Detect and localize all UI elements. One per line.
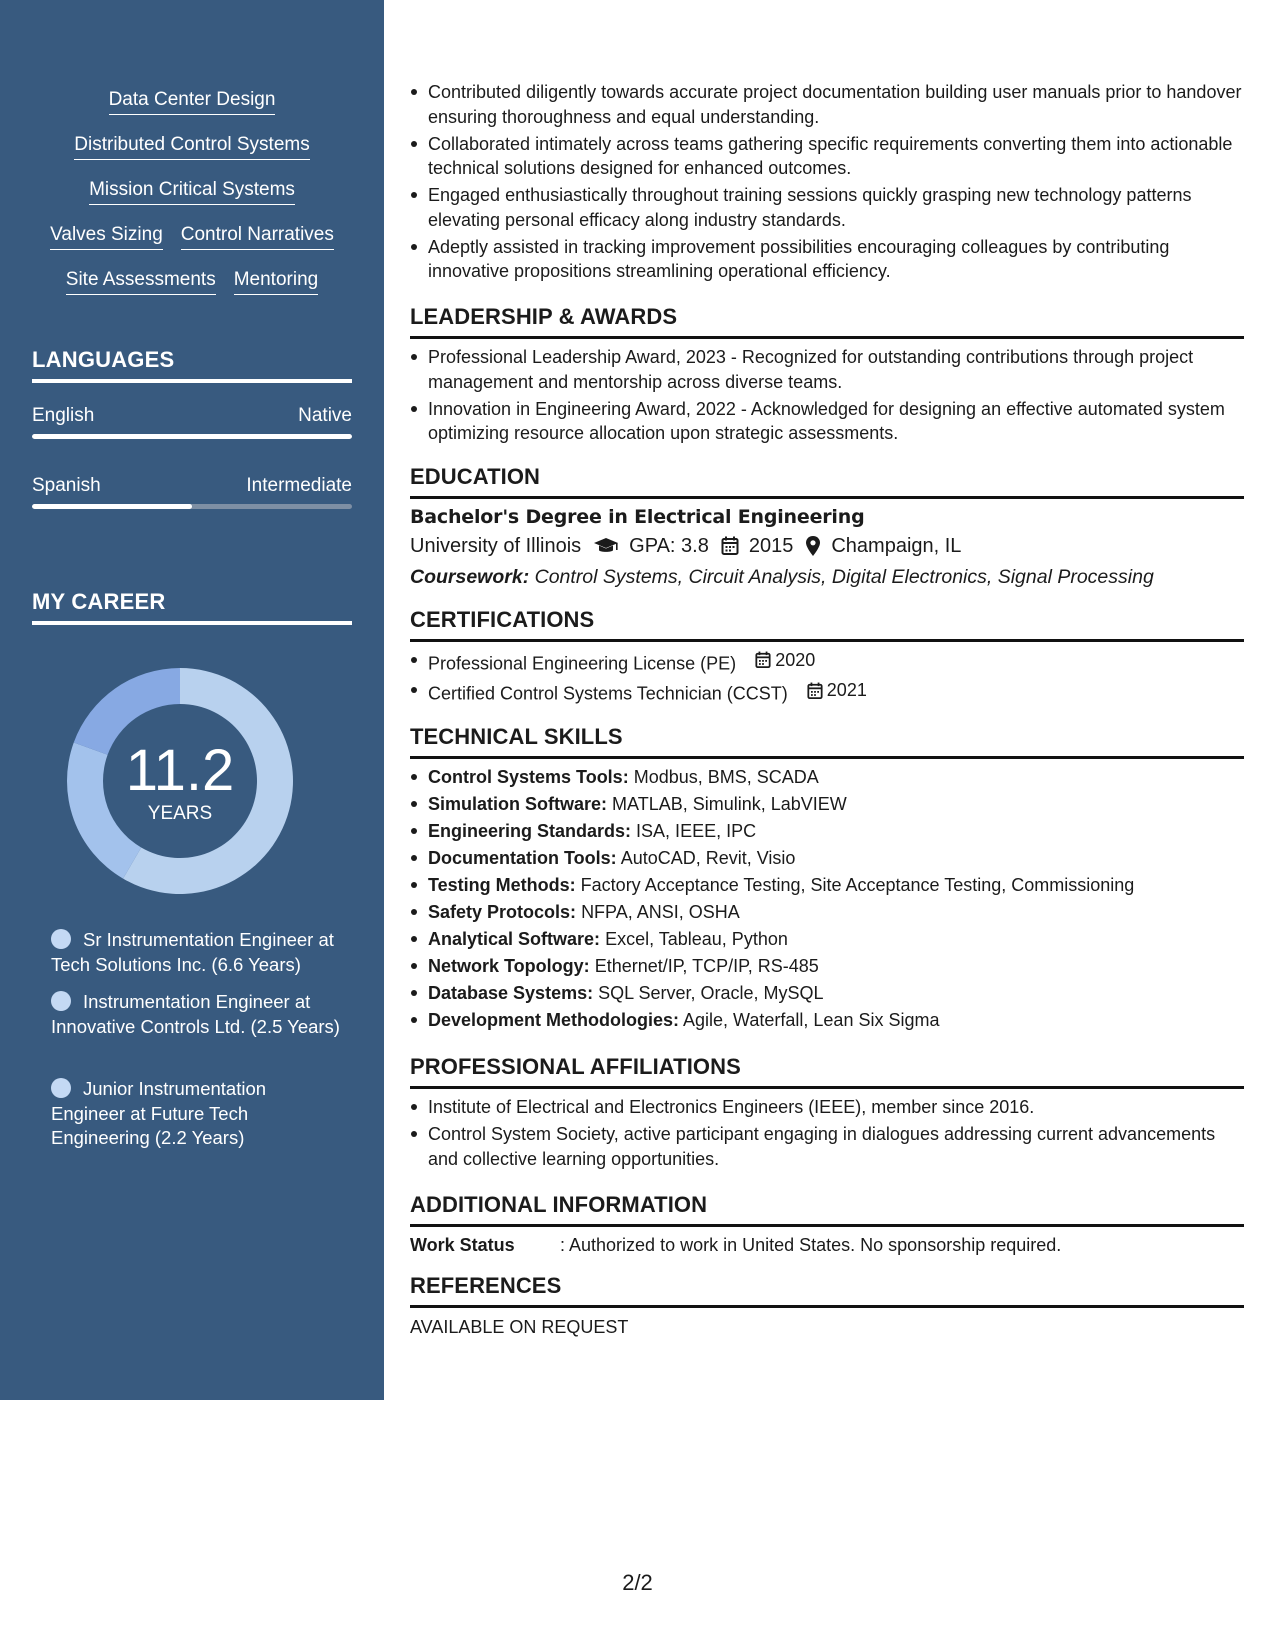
list-item: [410, 846, 1244, 871]
affiliations-list: [410, 1095, 1244, 1174]
skill-value: SQL Server, Oracle, MySQL: [598, 983, 824, 1003]
skill-label: Control Systems Tools:: [428, 767, 629, 787]
language-name: Spanish: [32, 475, 101, 496]
skill-label: Engineering Standards:: [428, 821, 632, 841]
career-heading: MY CAREER: [32, 589, 352, 625]
skill-tag: Data Center Design: [109, 88, 276, 115]
coursework-label: Coursework:: [410, 566, 530, 588]
page-number: 2/2: [622, 1570, 653, 1595]
skill-value: ISA, IEEE, IPC: [636, 821, 757, 841]
career-item: [51, 990, 341, 1039]
list-item: [410, 873, 1244, 898]
technical-skills-heading: TECHNICAL SKILLS: [410, 724, 1244, 759]
list-item: Institute of Electrical and Electronics Engineers (IEEE), member since 2016.: [410, 1095, 1244, 1120]
calendar-icon: [807, 682, 823, 700]
language-proficiency-fill: [32, 434, 352, 439]
language-level: Intermediate: [246, 475, 352, 496]
skill-value: Modbus, BMS, SCADA: [633, 767, 819, 787]
education-degree: Bachelor's Degree in Electrical Engineering: [410, 506, 865, 528]
skill-value: MATLAB, Simulink, LabVIEW: [612, 794, 847, 814]
skill-value: Excel, Tableau, Python: [605, 929, 788, 949]
skill-label: Network Topology:: [428, 956, 590, 976]
skill-row: [0, 223, 384, 250]
coursework-text: Control Systems, Circuit Analysis, Digital Electronics, Signal Processing: [534, 566, 1154, 588]
graduation-cap-icon: [593, 536, 619, 556]
calendar-icon: [721, 536, 739, 556]
additional-info: [410, 1233, 1244, 1257]
affiliations-heading: PROFESSIONAL AFFILIATIONS: [410, 1054, 1244, 1089]
skill-tag: Mission Critical Systems: [89, 178, 295, 205]
info-value: : Authorized to work in United States. No sponsorship required.: [560, 1235, 1062, 1255]
list-item: [410, 954, 1244, 979]
certifications-list: [410, 648, 1244, 709]
list-item: [410, 819, 1244, 844]
certification-year: 2021: [826, 680, 867, 701]
list-item: [410, 981, 1244, 1006]
career-item-text: Instrumentation Engineer at Innovative Controls Ltd. (2.5 Years): [51, 991, 340, 1037]
list-item: Engaged enthusiastically throughout training sessions quickly grasping new technology patterns elevating personal efficacy along industry standards.: [410, 183, 1244, 232]
education-year: 2015: [748, 535, 794, 557]
list-item: [410, 648, 1244, 676]
languages-heading: LANGUAGES: [32, 347, 352, 383]
education-heading: EDUCATION: [410, 464, 1244, 499]
certification-name: Professional Engineering License (PE): [428, 653, 737, 674]
language-name: English: [32, 405, 95, 426]
language-level: Native: [298, 405, 352, 426]
skill-value: Ethernet/IP, TCP/IP, RS-485: [594, 956, 819, 976]
list-item: [410, 678, 1244, 706]
references-heading: REFERENCES: [410, 1273, 1244, 1308]
skill-label: Safety Protocols:: [428, 902, 577, 922]
skill-label: Database Systems:: [428, 983, 594, 1003]
certification-name: Certified Control Systems Technician (CCST): [428, 683, 788, 704]
list-item: Control System Society, active participant engaging in dialogues addressing current advancements and collective learning opportunities.: [410, 1122, 1244, 1171]
career-item: [51, 928, 341, 977]
skill-tag: Mentoring: [234, 268, 319, 295]
references-text: AVAILABLE ON REQUEST: [410, 1317, 629, 1337]
skill-label: Testing Methods:: [428, 875, 576, 895]
language-row: [32, 405, 352, 427]
certification-date: [741, 648, 815, 673]
skill-row: [0, 268, 384, 295]
skill-label: Development Methodologies:: [428, 1010, 680, 1030]
info-key: Work Status: [410, 1235, 515, 1255]
leadership-list: [410, 345, 1244, 448]
career-total-years: 11.2: [125, 738, 235, 803]
info-row: [410, 1233, 1244, 1257]
certifications-heading: CERTIFICATIONS: [410, 607, 1244, 642]
list-item: Innovation in Engineering Award, 2022 - Acknowledged for designing an effective automated system optimizing resource allocation upon strategic assessments.: [410, 397, 1244, 446]
career-dot: [51, 991, 71, 1011]
skill-row: [0, 178, 384, 205]
career-dot: [51, 929, 71, 949]
education-coursework: [410, 562, 1244, 592]
language-proficiency-bar: [32, 434, 352, 439]
list-item: [410, 792, 1244, 817]
sidebar: [0, 0, 384, 1400]
education-details: [410, 530, 1244, 562]
list-item: Professional Leadership Award, 2023 - Recognized for outstanding contributions through project management and mentorship across diverse teams.: [410, 345, 1244, 394]
career-item: [51, 1077, 341, 1151]
language-row: [32, 475, 352, 497]
career-total-unit: YEARS: [147, 803, 213, 824]
career-item-text: Junior Instrumentation Engineer at Future Tech Engineering (2.2 Years): [51, 1078, 267, 1148]
education-school: University of Illinois: [410, 535, 582, 557]
skill-row: [0, 88, 384, 115]
list-item: [410, 765, 1244, 790]
additional-info-heading: ADDITIONAL INFORMATION: [410, 1192, 1244, 1227]
skill-tag: Site Assessments: [66, 268, 216, 295]
list-item: [410, 900, 1244, 925]
skill-row: [0, 133, 384, 160]
education-location: Champaign, IL: [831, 535, 962, 557]
location-pin-icon: [805, 535, 821, 557]
certification-year: 2020: [775, 650, 816, 670]
skill-value: Factory Acceptance Testing, Site Acceptance Testing, Commissioning: [580, 875, 1135, 895]
skill-tag: Valves Sizing: [50, 223, 163, 250]
skill-label: Simulation Software:: [428, 794, 608, 814]
skill-tag: Control Narratives: [181, 223, 334, 250]
language-proficiency-fill: [32, 504, 192, 509]
experience-bullets: [410, 80, 1244, 286]
education-entry: [410, 504, 1244, 592]
list-item: [410, 1008, 1244, 1033]
skill-value: NFPA, ANSI, OSHA: [581, 902, 740, 922]
list-item: Collaborated intimately across teams gathering specific requirements converting them into actionable technical solutions designed for enhanced outcomes.: [410, 132, 1244, 181]
references: [410, 1315, 1244, 1339]
skill-label: Analytical Software:: [428, 929, 601, 949]
list-item: Contributed diligently towards accurate project documentation building user manuals prior to handover ensuring thoroughness and equal understanding.: [410, 80, 1244, 129]
skill-label: Documentation Tools:: [428, 848, 617, 868]
career-item-text: Sr Instrumentation Engineer at Tech Solutions Inc. (6.6 Years): [51, 929, 334, 975]
language-proficiency-bar: [32, 504, 352, 509]
calendar-icon: [755, 651, 771, 669]
list-item: Adeptly assisted in tracking improvement possibilities encouraging colleagues by contributing innovative propositions streamlining operational efficiency.: [410, 235, 1244, 284]
certification-date: [793, 678, 867, 703]
skill-value: Agile, Waterfall, Lean Six Sigma: [683, 1010, 940, 1030]
skill-tag: Distributed Control Systems: [74, 133, 309, 160]
list-item: [410, 927, 1244, 952]
skill-value: AutoCAD, Revit, Visio: [620, 848, 796, 868]
leadership-heading: LEADERSHIP & AWARDS: [410, 304, 1244, 339]
education-gpa: GPA: 3.8: [629, 535, 709, 557]
career-dot: [51, 1078, 71, 1098]
technical-skills-list: [410, 765, 1244, 1035]
